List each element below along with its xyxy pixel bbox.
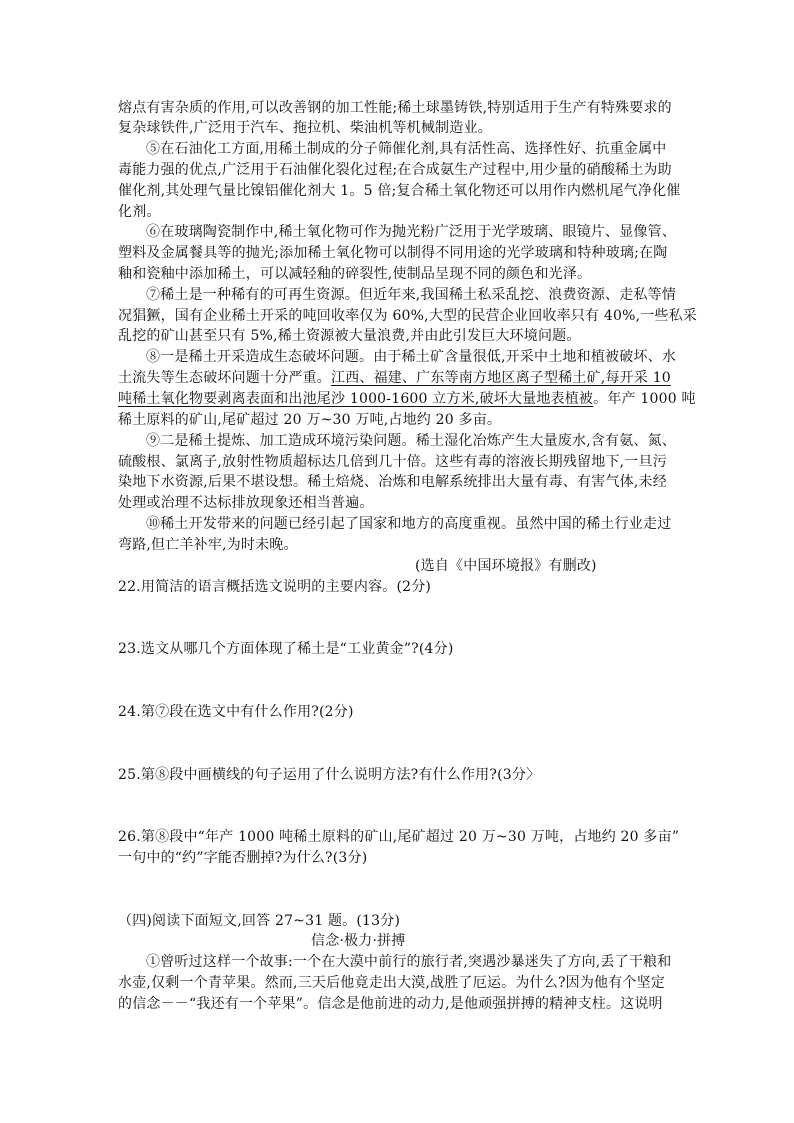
paragraph-9-line-1: ⑨二是稀土提炼、加工造成环境污染问题。稀土湿化冶炼产生大量废水,含有氨、氮、: [146, 433, 677, 449]
question-25: 25.第⑧段中画横线的句子运用了什么说明方法?有什么作用?(3分〉: [118, 767, 541, 783]
paragraph-5-line-1: ⑤在石油化工方面,用稀土制成的分子筛催化剂,具有活性高、选择性好、抗重金属中: [146, 141, 667, 157]
section-4-paragraph-1-line-3: 的信念－－“我还有一个苹果”。信念是他前进的动力,是他顽强拼搏的精神支柱。这说明: [118, 996, 663, 1012]
paragraph-9-line-2: 硫酸根、氯离子,放射性物质超标达几倍到几十倍。这些有毒的溶液长期残留地下,一旦污: [118, 454, 667, 470]
section-4-paragraph-1-line-2: 水壶,仅剩一个青苹果。然而,三天后他竟走出大漠,战胜了厄运。为什么?因为他有个坚定: [118, 975, 666, 991]
paragraph-8-plain-text: 。年产 1000 吨: [593, 391, 696, 407]
article-title: 信念·极力·拼搏: [311, 933, 406, 949]
section-4-header: （四)阅读下面短文,回答 27~31 题。(13分): [118, 913, 401, 929]
paragraph-4-line-2: 复杂球铁件,广泛用于汽车、拖拉机、柴油机等机械制造业。: [118, 120, 492, 136]
question-22: 22.用简洁的语言概括选文说明的主要内容。(2分): [118, 579, 432, 595]
paragraph-8-plain-text: 土流失等生态破坏问题十分严重。: [118, 370, 331, 386]
source-citation: (选自《中国环境报》有删改): [415, 558, 597, 574]
paragraph-10-line-2: 弯路,但亡羊补牢,为时未晚。: [118, 537, 298, 553]
paragraph-6-line-3: 釉和瓷釉中添加稀土，可以减轻釉的碎裂性,使制品呈现不同的颜色和光泽。: [118, 266, 592, 282]
paragraph-8-line-2: [118, 368, 671, 388]
question-23: 23.选文从哪几个方面体现了稀土是“工业黄金”?(4分): [118, 641, 454, 657]
paragraph-8-line-1: ⑧一是稀土开采造成生态破坏问题。由于稀土矿含量很低,开采中土地和植被破坏、水: [146, 349, 677, 365]
question-24: 24.第⑦段在选文中有什么作用?(2分): [118, 704, 354, 720]
paragraph-4-line-1: 熔点有害杂质的作用,可以改善钢的加工性能;稀土球墨铸铁,特别适用于生产有特殊要求的: [118, 100, 672, 116]
paragraph-7-line-3: 乱挖的矿山甚至只有 5%,稀土资源被大量浪费,并由此引发巨大环境问题。: [118, 328, 581, 344]
paragraph-6-line-2: 塑料及金属餐具等的抛光;添加稀土氧化物可以制得不同用途的光学玻璃和特种玻璃;在陶: [118, 245, 668, 261]
paragraph-7-line-1: ⑦稀土是一种稀有的可再生资源。但近年来,我国稀土私采乱挖、浪费资源、走私等情: [146, 287, 677, 303]
paragraph-7-line-2: 况猖獗，国有企业稀土开采的吨回收率仅为 60%,大型的民营企业回收率只有 40%,一些私采: [118, 308, 698, 324]
paragraph-5-line-3: 催化剂,其处理气量比镍铝催化剂大 1。5 倍;复合稀土氧化物还可以用作内燃机尾气净化催: [118, 183, 681, 199]
question-26-line-2: 一句中的“约”字能否删掉?为什么?(3分): [118, 850, 368, 866]
underlined-sentence-part-1: 江西、福建、广东等南方地区离子型稀土矿,每开采 10: [331, 370, 671, 386]
paragraph-9-line-4: 处理或治理不达标排放现象还相当普遍。: [118, 495, 374, 511]
paragraph-6-line-1: ⑥在玻璃陶瓷制作中,稀土氧化物可作为抛光粉广泛用于光学玻璃、眼镜片、显像管、: [146, 224, 677, 240]
paragraph-5-line-4: 化剂。: [118, 204, 161, 220]
paragraph-10-line-1: ⑩稀土开发带来的问题已经引起了国家和地方的高度重视。虽然中国的稀土行业走过: [146, 516, 672, 532]
paragraph-8-line-3: [118, 389, 696, 409]
underlined-sentence-part-2: 吨稀土氧化物要剥离表面和出池尾沙 1000-1600 立方米,破坏大量地表植被: [118, 391, 594, 407]
question-26-line-1: 26.第⑧段中“年产 1000 吨稀土原料的矿山,尾矿超过 20 万~30 万吨，占地约 20 多亩”: [118, 829, 680, 845]
paragraph-8-line-4: 稀土原料的矿山,尾矿超过 20 万~30 万吨,占地约 20 多亩。: [118, 412, 502, 428]
paragraph-5-line-2: 毒能力强的优点,广泛用于石油催化裂化过程;在合成氨生产过程中,用少量的硝酸稀土为助: [118, 162, 672, 178]
section-4-paragraph-1-line-1: ①曾听过这样一个故事:一个在大漠中前行的旅行者,突遇沙暴迷失了方向,丢了干粮和: [146, 954, 672, 970]
paragraph-9-line-3: 染地下水资源,后果不堪设想。稀土焙烧、冶炼和电解系统排出大量有毒、有害气体,未经: [118, 474, 667, 490]
